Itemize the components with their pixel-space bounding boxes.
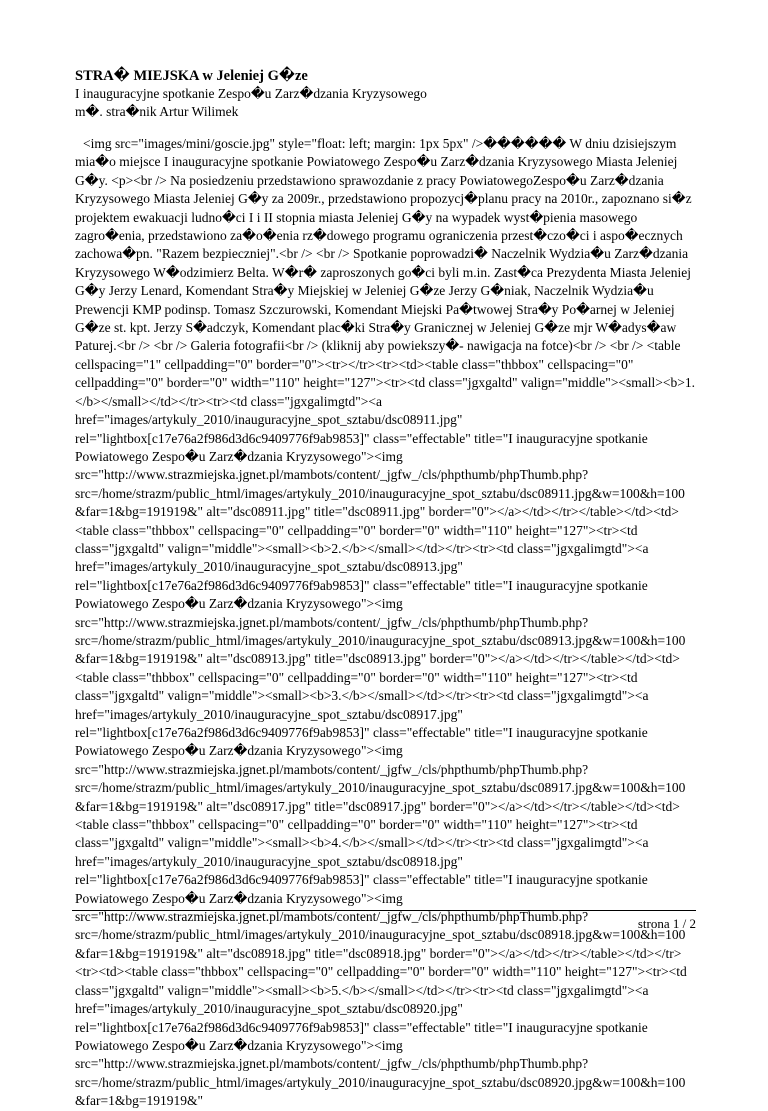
article-author: m�. stra�nik Artur Wilimek <box>75 104 239 119</box>
footer-divider <box>72 910 696 911</box>
article-body-raw-markup: <img src="images/mini/goscie.jpg" style="float: left; margin: 1px 5px" />������ W dniu dzisiejszym mia�o miejsce I inauguracyjne spotkanie Powiatowego Zespo�u Zarz�dzania Kryzysowego Miasta Jeleniej G�y. <p><br /> Na posiedzeniu przedstawiono sprawozdanie z pracy PowiatowegoZespo�u Zarz�dzania Kryzysowego Miasta Jeleniej G�y za 2009r., przedstawiono propozycj�planu pracy na 2010r., zapoznano si�z projektem ewakuacji ludno�ci I i II stopnia miasta Jeleniej G�y na wypadek wyst�pienia masowego zagro�enia, przedstawiono za�o�enia rz�dowego programu ograniczenia przest�czo�ci i aspo�ecznych zachowa�pn. "Razem bezpieczniej".<br /> <br /> Spotkanie poprowadzi� Naczelnik Wydzia�u Zarz�dzania Kryzysowego W�odzimierz Belta. W�r� zaproszonych go�ci byli m.in. Zast�ca Prezydenta Miasta Jeleniej G�y Jerzy Lenard, Komendant Stra�y Miejskiej w Jeleniej G�ze Jerzy G�niak, Naczelnik Wydzia�u Prewencji KMP podinsp. Tomasz Szczurowski, Komendant Miejski Pa�twowej Stra�y Po�arnej w Jeleniej G�ze st. kpt. Jerzy S�adczyk, Komendant plac�ki Stra�y Granicznej w Jeleniej G�ze mjr W�adys�aw Paturej.<br /> <br /> Galeria fotografii<br /> (kliknij aby powiekszy�- nawigacja na fotce)<br /> <br /> <table cellspacing="1" cellpadding="0" border="0"><tr></tr><tr><td><table class="thbbox" cellspacing="0" cellpadding="0" border="0" width="110" height="127"><tr><td class="jgxgaltd" valign="middle"><small><b>1.</b></small></td></tr><tr><td class="jgxgalimgtd"><a href="images/artykuly_2010/inauguracyjne_spot_sztabu/dsc08911.jpg" rel="lightbox[c17e76a2f986d3d6c9409776f9ab9853]" class="effectable" title="I inauguracyjne spotkanie Powiatowego Zespo�u Zarz�dzania Kryzysowego"><img src="http://www.strazmiejska.jgnet.pl/mambots/content/_jgfw_/cls/phpthumb/phpThumb.php?src=/home/strazm/public_html/images/artykuly_2010/inauguracyjne_spot_sztabu/dsc08911.jpg&w=100&h=100&far=1&bg=191919&" alt="dsc08911.jpg" title="dsc08911.jpg" border="0"></a></td></tr></table></td><td><table class="thbbox" cellspacing="0" cellpadding="0" border="0" width="110" height="127"><tr><td class="jgxgaltd" valign="middle"><small><b>2.</b></small></td></tr><tr><td class="jgxgalimgtd"><a href="images/artykuly_2010/inauguracyjne_spot_sztabu/dsc08913.jpg" rel="lightbox[c17e76a2f986d3d6c9409776f9ab9853]" class="effectable" title="I inauguracyjne spotkanie Powiatowego Zespo�u Zarz�dzania Kryzysowego"><img src="http://www.strazmiejska.jgnet.pl/mambots/content/_jgfw_/cls/phpthumb/phpThumb.php?src=/home/strazm/public_html/images/artykuly_2010/inauguracyjne_spot_sztabu/dsc08913.jpg&w=100&h=100&far=1&bg=191919&" alt="dsc08913.jpg" title="dsc08913.jpg" border="0"></a></td></tr></table></td><td><table class="thbbox" cellspacing="0" cellpadding="0" border="0" width="110" height="127"><tr><td class="jgxgaltd" valign="middle"><small><b>3.</b></small></td></tr><tr><td class="jgxgalimgtd"><a href="images/artykuly_2010/inauguracyjne_spot_sztabu/dsc08917.jpg" rel="lightbox[c17e76a2f986d3d6c9409776f9ab9853]" class="effectable" title="I inauguracyjne spotkanie Powiatowego Zespo�u Zarz�dzania Kryzysowego"><img src="http://www.strazmiejska.jgnet.pl/mambots/content/_jgfw_/cls/phpthumb/phpThumb.php?src=/home/strazm/public_html/images/artykuly_2010/inauguracyjne_spot_sztabu/dsc08917.jpg&w=100&h=100&far=1&bg=191919&" alt="dsc08917.jpg" title="dsc08917.jpg" border="0"></a></td></tr></table></td><td><table class="thbbox" cellspacing="0" cellpadding="0" border="0" width="110" height="127"><tr><td class="jgxgaltd" valign="middle"><small><b>4.</b></small></td></tr><tr><td class="jgxgalimgtd"><a href="images/artykuly_2010/inauguracyjne_spot_sztabu/dsc08918.jpg" rel="lightbox[c17e76a2f986d3d6c9409776f9ab9853]" class="effectable" title="I inauguracyjne spotkanie Powiatowego Zespo�u Zarz�dzania Kryzysowego"><img src="http://www.strazmiejska.jgnet.pl/mambots/content/_jgfw_/cls/phpthumb/phpThumb.php?src=/home/strazm/public_html/images/artykuly_2010/inauguracyjne_spot_sztabu/dsc08918.jpg&w=100&h=100&far=1&bg=191919&" alt="dsc08918.jpg" title="dsc08918.jpg" border="0"></a></td></tr></table></td></tr><tr><td><table class="thbbox" cellspacing="0" cellpadding="0" border="0" width="110" height="127"><tr><td class="jgxgaltd" valign="middle"><small><b>5.</b></small></td></tr><tr><td class="jgxgalimgtd"><a href="images/artykuly_2010/inauguracyjne_spot_sztabu/dsc08920.jpg" rel="lightbox[c17e76a2f986d3d6c9409776f9ab9853]" class="effectable" title="I inauguracyjne spotkanie Powiatowego Zespo�u Zarz�dzania Kryzysowego"><img src="http://www.strazmiejska.jgnet.pl/mambots/content/_jgfw_/cls/phpthumb/phpThumb.php?src=/home/strazm/public_html/images/artykuly_2010/inauguracyjne_spot_sztabu/dsc08920.jpg&w=100&h=100&far=1&bg=191919&" <box>75 136 696 1109</box>
site-title: STRA� MIEJSKA w Jeleniej G�ze <box>75 68 308 84</box>
page-number: strona 1 / 2 <box>637 916 696 931</box>
document-page <box>75 67 695 1111</box>
article-title: I inauguracyjne spotkanie Zespo�u Zarz�dzania Kryzysowego <box>75 86 427 101</box>
